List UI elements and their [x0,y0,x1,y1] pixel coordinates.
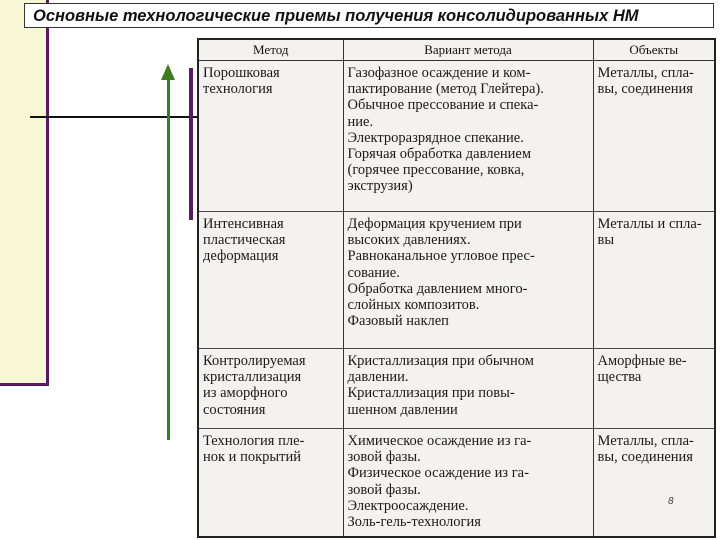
horizontal-rule [30,116,200,118]
header-objects: Объекты [593,40,714,61]
cell-objects: Металлы и спла- вы [593,212,714,349]
cell-variant: Химическое осаждение из га- зовой фазы. Физическое осаждение из га- зовой фазы. Электроосаждение. Золь-гель-технология [343,429,593,539]
table-row [199,61,714,212]
header-method: Метод [199,40,343,61]
cell-variant: Газофазное осаждение и ком- пактирование (метод Глейтера). Обычное прессование и спека- ние. Электроразрядное спекание. Горячая обработка давлением (горячее прессование, ковка, экструзия) [343,61,593,212]
table-row [199,349,714,429]
cell-variant: Кристаллизация при обычном давлении. Кристаллизация при повы- шенном давлении [343,349,593,429]
table-header-row [199,40,714,61]
table-row [199,212,714,349]
cell-objects: Аморфные ве- щества [593,349,714,429]
cell-method: Порошковая технология [199,61,343,212]
purple-accent-bar [189,68,193,220]
methods-table [197,38,716,538]
slide-title: Основные технологические приемы получения консолидированных НМ [24,3,714,28]
cell-objects: Металлы, спла- вы, соединения [597,433,694,466]
cell-method: Интенсивная пластическая деформация [199,212,343,349]
page-number: 8 [668,496,674,507]
cell-method: Контролируемая кристаллизация из аморфного состояния [199,349,343,429]
green-arrow-shaft [167,78,170,440]
table-row [199,429,714,539]
left-decorative-band [0,0,49,386]
header-variant: Вариант метода [343,40,593,61]
cell-objects: Металлы, спла- вы, соединения [593,61,714,212]
up-arrow-icon [161,64,175,80]
cell-variant: Деформация кручением при высоких давлениях. Равноканальное угловое прес- сование. Обработка давлением много- слойных композитов. Фазовый наклеп [343,212,593,349]
cell-method: Технология пле- нок и покрытий [199,429,343,539]
